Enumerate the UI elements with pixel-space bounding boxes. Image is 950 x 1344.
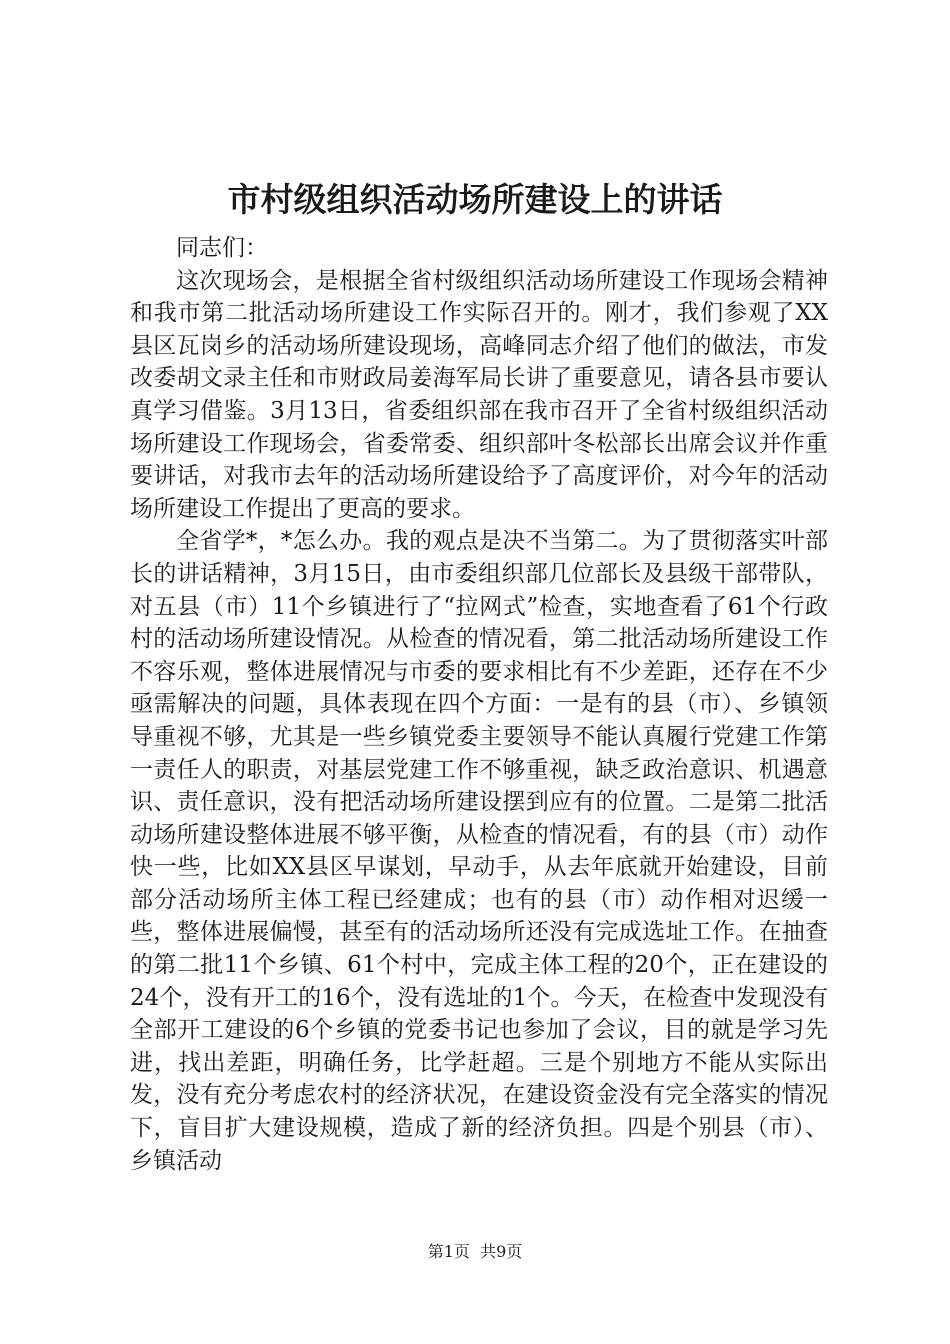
page-footer [0,1242,950,1262]
paragraph-1: 这次现场会，是根据全省村级组织活动场所建设工作现场会精神和我市第二批活动场所建设工作实际召开的。刚才，我们参观了XX县区瓦岗乡的活动场所建设现场，高峰同志介绍了他们的做法，市发改委胡文录主任和市财政局姜海军局长讲了重要意见，请各县市要认真学习借鉴。3月13日，省委组织部在我市召开了全省村级组织活动场所建设工作现场会，省委常委、组织部叶冬松部长出席会议并作重要讲话，对我市去年的活动场所建设给予了高度评价，对今年的活动场所建设工作提出了更高的要求。 [130,267,828,522]
salutation: 同志们： [176,235,268,261]
document-body [130,232,828,1177]
document-title: 市村级组织活动场所建设上的讲话 [227,180,723,219]
paragraph-2: 全省学*，*怎么办。我的观点是决不当第二。为了贯彻落实叶部长的讲话精神，3月15日，由市委组织部几位部长及县级干部带队，对五县（市）11个乡镇进行了“拉网式”检查，实地查看了61个行政村的活动场所建设情况。从检查的情况看，第二批活动场所建设工作不容乐观，整体进展情况与市委的要求相比有不少差距，还存在不少亟需解决的问题，具体表现在四个方面：一是有的县（市）、乡镇领导重视不够，尤其是一些乡镇党委主要领导不能认真履行党建工作第一责任人的职责，对基层党建工作不够重视，缺乏政治意识、机遇意识、责任意识，没有把活动场所建设摆到应有的位置。二是第二批活动场所建设整体进展不够平衡，从检查的情况看，有的县（市）动作快一些，比如XX县区早谋划，早动手，从去年底就开始建设，目前部分活动场所主体工程已经建成；也有的县（市）动作相对迟缓一些，整体进展偏慢，甚至有的活动场所还没有完成选址工作。在抽查的第二批11个乡镇、61个村中，完成主体工程的20个，正在建设的24个，没有开工的16个，没有选址的1个。今天，在检查中发现没有全部开工建设的6个乡镇的党委书记也参加了会议，目的就是学习先进，找出差距，明确任务，比学赶超。三是个别地方不能从实际出发，没有充分考虑农村的经济状况，在建设资金没有完全落实的情况下，盲目扩大建设规模，造成了新的经济负担。四是个别县（市）、乡镇活动 [130,528,828,1174]
page-number-label: 第1页 共9页 [427,1242,523,1261]
